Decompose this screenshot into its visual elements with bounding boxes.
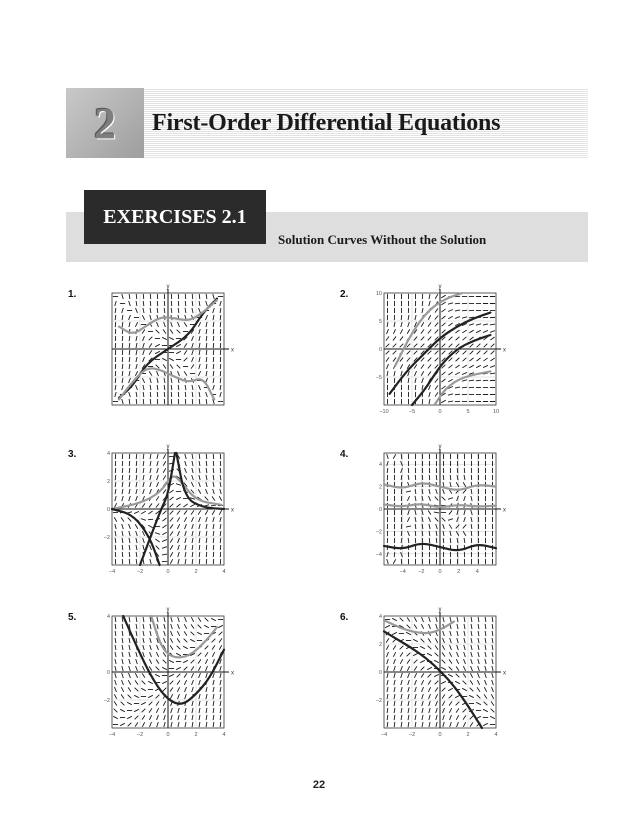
y-tick-label: 0 — [378, 507, 382, 513]
y-tick-label: 4 — [106, 614, 110, 620]
x-tick-label: −2 — [136, 732, 144, 738]
slope-mark — [129, 461, 130, 466]
slope-mark — [464, 468, 465, 473]
slope-mark — [387, 468, 388, 473]
plot-svg — [375, 607, 505, 737]
x-tick-label: 4 — [222, 569, 226, 575]
slope-mark — [122, 475, 123, 480]
slope-mark — [115, 378, 116, 383]
slope-mark — [476, 380, 481, 381]
slope-mark — [436, 475, 437, 480]
y-tick-label: 0 — [106, 507, 110, 513]
slope-mark — [122, 357, 123, 362]
y-tick-label: 0 — [378, 670, 382, 676]
x-tick-label: 0 — [438, 569, 442, 575]
slope-mark — [213, 357, 214, 362]
slope-mark — [157, 392, 158, 397]
x-tick-label: 4 — [494, 732, 498, 738]
problem-number-4: 4. — [340, 449, 349, 460]
plot-svg — [103, 444, 233, 574]
x-axis-label: x — [231, 347, 234, 354]
x-tick-label: 4 — [222, 732, 226, 738]
y-axis-label: y — [438, 444, 442, 450]
slope-mark — [422, 531, 423, 536]
slope-mark — [443, 538, 444, 543]
slope-mark — [199, 559, 200, 564]
slope-mark — [185, 392, 186, 397]
slope-mark — [122, 468, 123, 473]
slope-mark — [394, 552, 395, 557]
y-axis-label: y — [166, 444, 170, 450]
slope-mark — [136, 454, 137, 459]
x-tick-label: −2 — [418, 569, 425, 575]
x-tick-label: −10 — [379, 409, 389, 415]
slope-mark — [122, 552, 123, 557]
plot-svg — [103, 284, 233, 414]
x-tick-label: 10 — [492, 409, 500, 415]
slope-mark — [129, 559, 130, 564]
problem-number-6: 6. — [340, 612, 349, 623]
problem-number-5: 5. — [68, 612, 77, 623]
chapter-number-box — [66, 88, 144, 158]
slope-mark — [150, 301, 151, 306]
slope-mark — [136, 399, 137, 404]
y-axis-label: y — [438, 607, 442, 613]
x-tick-label: −5 — [408, 409, 416, 415]
y-tick-label: 4 — [378, 614, 382, 620]
y-tick-label: −2 — [375, 529, 382, 536]
slope-mark — [213, 364, 214, 369]
direction-field-plot-5 — [103, 607, 233, 737]
y-tick-label: 0 — [378, 347, 382, 353]
slope-mark — [136, 461, 137, 466]
slope-mark — [213, 538, 214, 543]
x-tick-label: −4 — [380, 732, 388, 738]
x-tick-label: 2 — [466, 732, 470, 738]
chapter-title: First-Order Differential Equations — [152, 110, 501, 136]
y-axis-label: y — [438, 284, 442, 290]
direction-field-plot-3 — [103, 444, 233, 574]
slope-mark — [178, 301, 179, 306]
slope-mark — [394, 461, 395, 466]
slope-mark — [157, 301, 158, 306]
problem-number-1: 1. — [68, 289, 77, 300]
slope-mark — [199, 294, 200, 299]
y-tick-label: −5 — [375, 375, 382, 381]
slope-mark — [220, 378, 221, 383]
slope-mark — [450, 475, 451, 480]
slope-mark — [150, 392, 151, 397]
x-tick-label: 2 — [194, 569, 198, 575]
direction-field-plot-1 — [103, 284, 233, 414]
x-tick-label: −4 — [399, 569, 406, 575]
x-axis-label: x — [503, 670, 506, 677]
slope-mark — [436, 538, 437, 543]
slope-mark — [401, 559, 402, 564]
slope-mark — [129, 468, 130, 473]
slope-mark — [206, 454, 207, 459]
y-axis-label: y — [166, 607, 170, 613]
slope-mark — [443, 475, 444, 480]
y-tick-label: 2 — [378, 642, 382, 648]
y-tick-label: 2 — [106, 479, 110, 485]
slope-mark — [185, 301, 186, 306]
x-axis-label: x — [231, 670, 234, 677]
y-tick-label: 4 — [106, 451, 110, 457]
y-tick-label: 5 — [378, 319, 382, 325]
slope-mark — [401, 454, 402, 459]
x-tick-label: 2 — [194, 732, 198, 738]
slope-mark — [213, 336, 214, 341]
slope-mark — [206, 552, 207, 557]
problem-number-3: 3. — [68, 449, 77, 460]
slope-mark — [213, 545, 214, 550]
x-tick-label: −2 — [408, 732, 416, 738]
slope-mark — [122, 364, 123, 369]
y-axis-label: y — [166, 284, 170, 290]
slope-mark — [199, 552, 200, 557]
x-axis-label: x — [503, 347, 506, 354]
direction-field-plot-4 — [375, 444, 505, 574]
slope-mark — [457, 468, 458, 473]
plot-svg — [103, 607, 233, 737]
plot-svg — [375, 284, 505, 414]
y-tick-label: 2 — [378, 484, 382, 491]
y-tick-label: 4 — [378, 462, 382, 469]
x-tick-label: 0 — [166, 732, 170, 738]
slope-mark — [471, 531, 472, 536]
x-tick-label: −2 — [136, 569, 144, 575]
slope-mark — [213, 329, 214, 334]
slope-mark — [220, 468, 221, 473]
slope-mark — [213, 461, 214, 466]
y-tick-label: 0 — [106, 670, 110, 676]
slope-mark — [450, 538, 451, 543]
slope-mark — [220, 315, 221, 320]
x-tick-label: 4 — [475, 569, 479, 575]
x-tick-label: 0 — [438, 732, 442, 738]
plot-svg — [375, 444, 505, 574]
x-tick-label: 0 — [166, 569, 170, 575]
x-tick-label: −4 — [108, 732, 116, 738]
slope-mark — [401, 315, 402, 320]
y-tick-label: −2 — [103, 698, 110, 704]
slope-mark — [136, 294, 137, 299]
y-tick-label: −2 — [375, 698, 382, 704]
x-tick-label: −4 — [108, 569, 116, 575]
x-axis-label: x — [231, 507, 234, 514]
exercises-subtitle: Solution Curves Without the Solution — [278, 232, 487, 247]
x-axis-label: x — [503, 507, 506, 514]
x-tick-label: 5 — [466, 409, 470, 415]
direction-field-plot-2 — [375, 284, 505, 414]
direction-field-plot-6 — [375, 607, 505, 737]
slope-mark — [206, 545, 207, 550]
slope-mark — [220, 538, 221, 543]
problem-number-2: 2. — [340, 289, 349, 300]
y-tick-label: −4 — [375, 551, 382, 558]
slope-mark — [199, 399, 200, 404]
slope-mark — [115, 475, 116, 480]
y-tick-label: 10 — [375, 291, 382, 297]
slope-mark — [122, 336, 123, 341]
slope-mark — [178, 392, 179, 397]
y-tick-label: −2 — [103, 535, 110, 541]
slope-mark — [415, 531, 416, 536]
exercises-label: EXERCISES 2.1 — [84, 190, 266, 244]
slope-mark — [115, 545, 116, 550]
x-tick-label: 2 — [457, 569, 461, 575]
slope-mark — [115, 315, 116, 320]
chapter-number: 2 — [94, 98, 116, 148]
page-number: 22 — [312, 779, 326, 791]
x-tick-label: 0 — [438, 409, 442, 415]
